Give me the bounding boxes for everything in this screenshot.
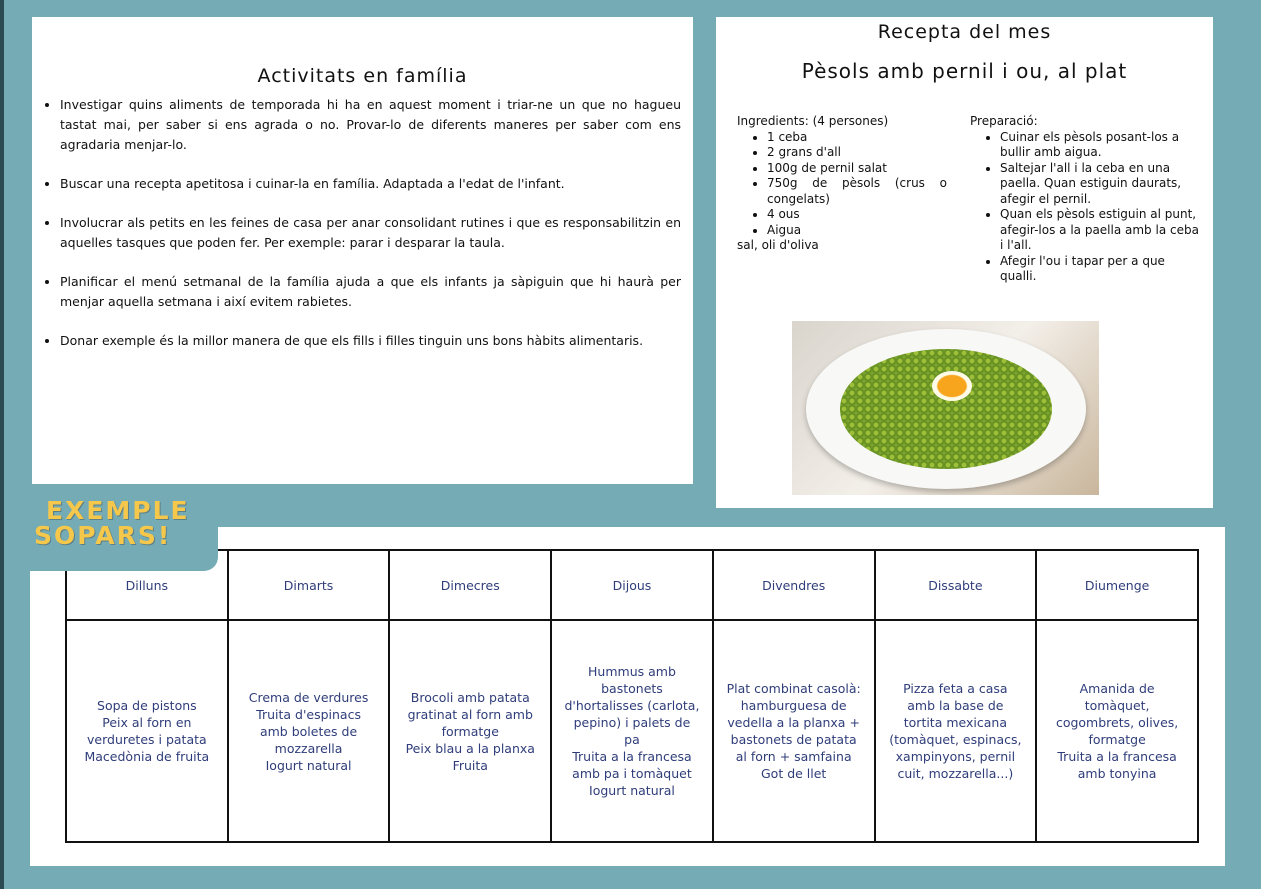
table-header-row (66, 550, 1198, 620)
menu-line: Brocoli amb patata gratinat al forn amb formatge (407, 689, 533, 739)
menu-line: Iogurt natural (589, 783, 675, 798)
menu-line: Sopa de pistons (97, 698, 197, 713)
day-header: Dimarts (228, 550, 390, 620)
recipe-panel (716, 17, 1213, 508)
recipe-photo (792, 321, 1099, 495)
step: • Quan els pèsols estiguin al punt, afegir-los a la paella amb la ceba i l'all. (1000, 207, 1202, 254)
dinners-badge (28, 485, 218, 571)
left-edge (0, 0, 4, 889)
list-item: • Buscar una recepta apetitosa i cuinar-la en família. Adaptada a l'edat de l'infant. (60, 174, 681, 194)
day-header: Diumenge (1036, 550, 1198, 620)
peas-image (840, 349, 1052, 469)
preparation (970, 114, 1202, 285)
day-header: Dissabte (875, 550, 1037, 620)
menu-line: Truita a la francesa amb tonyina (1057, 749, 1177, 781)
menu-line: Plat combinat casolà: hamburguesa de vedella a la planxa + bastonets de patata al forn + samfaina (726, 681, 861, 764)
recipe-title: Pèsols amb pernil i ou, al plat (801, 59, 1128, 83)
day-header: Divendres (713, 550, 875, 620)
menu-cell (875, 620, 1037, 842)
day-header: Dilluns (66, 550, 228, 620)
ingredient: • 100g de pernil salat (767, 161, 947, 177)
badge-line: SOPARS! (34, 521, 172, 550)
day-header: Dimecres (389, 550, 551, 620)
menu-line: Pizza feta a casa amb la base de tortita mexicana (tomàquet, espinacs, xampinyons, pernil cuit, mozzarella...) (889, 681, 1022, 781)
activities-list (42, 95, 681, 370)
menu-cell (228, 620, 390, 842)
table-row (66, 620, 1198, 842)
menu-line: Got de llet (760, 766, 827, 781)
menu-line: Amanida de tomàquet, cogombrets, olives, formatge (1055, 681, 1179, 747)
menu-line: Truita a la francesa amb pa i tomàquet (572, 749, 692, 781)
menu-line: Truita d'espinacs amb boletes de mozzarella (256, 706, 361, 756)
menu-cell (713, 620, 875, 842)
step: • Saltejar l'all i la ceba en una paella. Quan estiguin daurats, afegir el pernil. (1000, 161, 1202, 208)
list-item: • Involucrar als petits en les feines de casa per anar consolidant rutines i que es responsabilitzin en aquelles tasques que poden fer. Per exemple: parar i desparar la taula. (60, 213, 681, 253)
menu-line: Peix blau a la planxa (405, 740, 535, 756)
ingredient: • 750g de pèsols (crus o congelats) (767, 176, 947, 207)
ingredients (737, 114, 947, 254)
menu-line: Macedònia de fruita (84, 749, 210, 764)
menu-cell (551, 620, 713, 842)
list-item: • Donar exemple és la millor manera de que els fills i filles tinguin uns bons hàbits alimentaris. (60, 331, 681, 351)
ingredient: • 2 grans d'all (767, 145, 947, 161)
menu-line: Iogurt natural (265, 757, 352, 773)
preparation-label: Preparació: (970, 114, 1038, 128)
recipe-heading: Recepta del mes (877, 21, 1052, 43)
activities-panel (32, 17, 693, 484)
ingredients-extra: sal, oli d'oliva (737, 238, 819, 252)
ingredient: • Aigua (767, 223, 947, 239)
menu-cell (389, 620, 551, 842)
list-item: • Planificar el menú setmanal de la família ajuda a que els infants ja sàpiguin que hi haurà per menjar aquella setmana i així evitem rabietes. (60, 272, 681, 312)
activities-title: Activitats en família (257, 65, 468, 87)
egg-image (932, 371, 972, 401)
dinners-panel (30, 527, 1225, 866)
step: • Afegir l'ou i tapar per a que qualli. (1000, 254, 1202, 285)
ingredient: • 1 ceba (767, 130, 947, 146)
menu-cell (66, 620, 228, 842)
step: • Cuinar els pèsols posant-los a bullir amb aigua. (1000, 130, 1202, 161)
day-header: Dijous (551, 550, 713, 620)
ingredients-label: Ingredients: (4 persones) (737, 114, 889, 128)
menu-line: Fruita (452, 757, 488, 773)
ingredient: • 4 ous (767, 207, 947, 223)
menu-cell (1036, 620, 1198, 842)
dinners-table (65, 549, 1199, 843)
menu-line: Crema de verdures (248, 689, 369, 705)
menu-line: Peix al forn en verduretes i patata (87, 715, 207, 747)
menu-line: Hummus amb bastonets d'hortalisses (carlota, pepino) i palets de pa (564, 664, 700, 747)
badge-line: EXEMPLE (46, 496, 190, 525)
list-item: • Investigar quins aliments de temporada hi ha en aquest moment i triar-ne un que no hagueu tastat mai, per saber si ens agrada o no. Provar-lo de diferents maneres per saber com ens agradaria menjar-lo. (60, 95, 681, 155)
